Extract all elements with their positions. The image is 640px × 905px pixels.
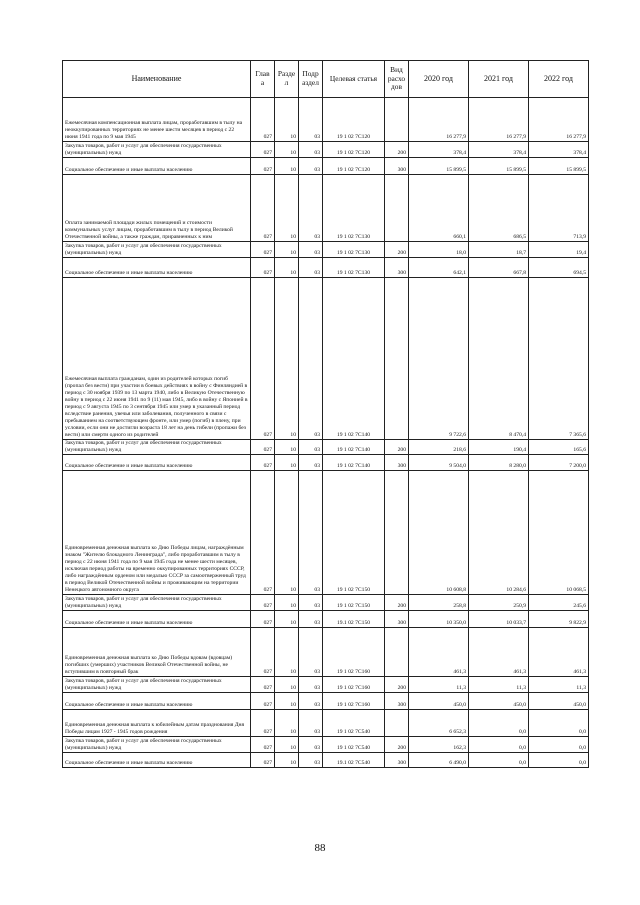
- table-body: [63, 98, 589, 768]
- row-value-2022: 9 822,9: [529, 611, 589, 628]
- row-value-2020: 660,1: [409, 175, 469, 242]
- row-name: Закупка товаров, работ и услуг для обеспечения государственных (муниципальных) нужд: [63, 440, 251, 455]
- table-row: [63, 693, 589, 710]
- header-glava: Глав а: [251, 61, 275, 98]
- row-podrazdel: 03: [299, 737, 323, 753]
- row-name: Социальное обеспечение и иные выплаты населению: [63, 611, 251, 628]
- row-podrazdel: 03: [299, 278, 323, 440]
- row-razdel: 10: [275, 693, 299, 710]
- row-target-article: 19 1 02 7С160: [323, 677, 385, 693]
- header-year-2022: 2022 год: [529, 61, 589, 98]
- row-podrazdel: 03: [299, 471, 323, 595]
- row-value-2020: 9 504,0: [409, 455, 469, 471]
- row-expense-type: 200: [385, 142, 409, 158]
- row-podrazdel: 03: [299, 440, 323, 455]
- row-value-2020: 461,3: [409, 628, 469, 677]
- row-value-2021: 450,0: [469, 693, 529, 710]
- row-value-2020: 16 277,9: [409, 98, 469, 142]
- row-expense-type: 200: [385, 595, 409, 611]
- row-value-2020: 15 899,5: [409, 158, 469, 175]
- row-value-2020: 6 652,3: [409, 710, 469, 737]
- row-expense-type: [385, 471, 409, 595]
- row-target-article: 19.1 02 7С150: [323, 611, 385, 628]
- row-glava: 027: [251, 677, 275, 693]
- row-value-2021: 16 277,9: [469, 98, 529, 142]
- row-value-2022: 378,4: [529, 142, 589, 158]
- row-razdel: 10: [275, 455, 299, 471]
- table-row: [63, 710, 589, 737]
- row-name: Социальное обеспечение и иные выплаты населению: [63, 258, 251, 278]
- row-value-2021: 11,3: [469, 677, 529, 693]
- row-razdel: 10: [275, 611, 299, 628]
- table-row: [63, 278, 589, 440]
- row-expense-type: 300: [385, 753, 409, 768]
- row-razdel: 10: [275, 677, 299, 693]
- budget-table: [62, 60, 589, 768]
- header-year-2021: 2021 год: [469, 61, 529, 98]
- row-expense-type: [385, 278, 409, 440]
- row-glava: 027: [251, 710, 275, 737]
- row-value-2022: 450,0: [529, 693, 589, 710]
- table-row: [63, 142, 589, 158]
- row-podrazdel: 03: [299, 677, 323, 693]
- table-row: [63, 595, 589, 611]
- table-row: [63, 677, 589, 693]
- row-target-article: 19 1 02 7С140: [323, 278, 385, 440]
- row-value-2021: 10 033,7: [469, 611, 529, 628]
- row-value-2021: 686,5: [469, 175, 529, 242]
- row-razdel: 10: [275, 142, 299, 158]
- row-glava: 027: [251, 278, 275, 440]
- row-expense-type: 300: [385, 693, 409, 710]
- row-value-2021: 378,4: [469, 142, 529, 158]
- table-row: [63, 753, 589, 768]
- row-value-2022: 165,6: [529, 440, 589, 455]
- row-value-2021: 250,9: [469, 595, 529, 611]
- row-target-article: 19 1 02 7С140: [323, 440, 385, 455]
- row-value-2020: 378,4: [409, 142, 469, 158]
- row-value-2022: 7 200,0: [529, 455, 589, 471]
- row-glava: 027: [251, 98, 275, 142]
- row-podrazdel: 03: [299, 158, 323, 175]
- header-razdel: Разде л: [275, 61, 299, 98]
- row-glava: 027: [251, 440, 275, 455]
- header-name: Наименование: [63, 61, 251, 98]
- row-expense-type: [385, 710, 409, 737]
- row-value-2022: 0,0: [529, 710, 589, 737]
- row-value-2020: 11,3: [409, 677, 469, 693]
- table-row: [63, 471, 589, 595]
- table-header: [63, 61, 589, 98]
- row-razdel: 10: [275, 595, 299, 611]
- row-glava: 027: [251, 628, 275, 677]
- row-name: Единовременная денежная выплата к юбилейным датам празднования Дня Победы лицам 1927 - 1945 годов рождения: [63, 710, 251, 737]
- row-target-article: 19 1 02 7С120: [323, 98, 385, 142]
- header-year-2020: 2020 год: [409, 61, 469, 98]
- row-name: Закупка товаров, работ и услуг для обеспечения государственных (муниципальных) нужд: [63, 737, 251, 753]
- row-razdel: 10: [275, 710, 299, 737]
- row-podrazdel: 03: [299, 258, 323, 278]
- row-name: Закупка товаров, работ и услуг для обеспечения государственных (муниципальных) нужд: [63, 142, 251, 158]
- table-row: [63, 175, 589, 242]
- row-expense-type: 200: [385, 737, 409, 753]
- row-value-2020: 9 722,6: [409, 278, 469, 440]
- row-expense-type: 300: [385, 455, 409, 471]
- row-podrazdel: 03: [299, 98, 323, 142]
- row-name: Единовременная денежная выплата ко Дню Победы вдовам (вдовцам) погибших (умерших) участников Великой Отечественной войны, не вступившим в повторный брак: [63, 628, 251, 677]
- row-podrazdel: 03: [299, 142, 323, 158]
- row-razdel: 10: [275, 753, 299, 768]
- row-glava: 027: [251, 455, 275, 471]
- row-razdel: 10: [275, 98, 299, 142]
- row-value-2021: 0,0: [469, 710, 529, 737]
- row-target-article: 19 1 02 7С130: [323, 175, 385, 242]
- row-value-2020: 218,6: [409, 440, 469, 455]
- header-podrazdel: Подр аздел: [299, 61, 323, 98]
- table-row: [63, 158, 589, 175]
- row-name: Ежемесячная выплата гражданам, один из родителей которых погиб (пропал без вести) при участии в боевых действиях в войну с Финляндией в период с 30 ноября 1939 по 13 марта 1940, либо в Великую Отечественную войну в период с 22 июня 1941 по 9 (11) мая 1945, либо в войну с Японией в период с 9 августа 1945 по 3 сентября 1945 или умер в указанный период вследствие ранения, увечья или заболевания, полученного в связи с пребыванием на соответствующем фронте, или умер (погиб) в плену, при условии, если они не достигли возраста 18 лет на день гибели (пропажи без вести) или смерти одного из родителей: [63, 278, 251, 440]
- row-value-2021: 461,3: [469, 628, 529, 677]
- row-value-2020: 10 350,0: [409, 611, 469, 628]
- table-row: [63, 628, 589, 677]
- row-razdel: 10: [275, 737, 299, 753]
- row-glava: 027: [251, 737, 275, 753]
- table-row: [63, 242, 589, 258]
- row-podrazdel: 03: [299, 628, 323, 677]
- row-glava: 027: [251, 175, 275, 242]
- row-value-2021: 8 280,0: [469, 455, 529, 471]
- row-value-2022: 245,6: [529, 595, 589, 611]
- row-razdel: 10: [275, 278, 299, 440]
- row-expense-type: 300: [385, 158, 409, 175]
- row-podrazdel: 03: [299, 455, 323, 471]
- row-name: Закупка товаров, работ и услуг для обеспечения государственных (муниципальных) нужд: [63, 595, 251, 611]
- row-name: Ежемесячная компенсационная выплата лицам, проработавшим в тылу на неоккупированных территориях не менее шести месяцев в период с 22 июня 1941 года по 9 мая 1945: [63, 98, 251, 142]
- row-glava: 027: [251, 142, 275, 158]
- row-target-article: 19 1 02 7С540: [323, 737, 385, 753]
- table-row: [63, 258, 589, 278]
- table-row: [63, 440, 589, 455]
- row-value-2020: 450,0: [409, 693, 469, 710]
- row-value-2022: 7 365,6: [529, 278, 589, 440]
- row-value-2021: 0,0: [469, 753, 529, 768]
- row-value-2021: 18,7: [469, 242, 529, 258]
- header-expense-type: Вид расхо дов: [385, 61, 409, 98]
- row-expense-type: 300: [385, 611, 409, 628]
- row-glava: 027: [251, 753, 275, 768]
- row-value-2022: 461,3: [529, 628, 589, 677]
- row-target-article: 19 1 02 7С130: [323, 258, 385, 278]
- row-name: Оплата занимаемой площади жилых помещений и стоимости коммунальных услуг лицам, проработавшим в тылу в период Великой Отечественной войны, а также граждан, приравненных к ним: [63, 175, 251, 242]
- row-value-2021: 0,0: [469, 737, 529, 753]
- row-glava: 027: [251, 242, 275, 258]
- row-target-article: 19 1 02 7С130: [323, 242, 385, 258]
- row-value-2020: 6 490,0: [409, 753, 469, 768]
- row-razdel: 10: [275, 628, 299, 677]
- row-value-2021: 8 470,4: [469, 278, 529, 440]
- table-row: [63, 98, 589, 142]
- row-value-2020: 642,1: [409, 258, 469, 278]
- row-target-article: 19 1 02 7С120: [323, 142, 385, 158]
- table-row: [63, 455, 589, 471]
- row-razdel: 10: [275, 440, 299, 455]
- row-podrazdel: 03: [299, 595, 323, 611]
- row-name: Закупка товаров, работ и услуг для обеспечения государственных (муниципальных) нужд: [63, 242, 251, 258]
- header-target-article: Целевая статья: [323, 61, 385, 98]
- row-podrazdel: 03: [299, 753, 323, 768]
- row-razdel: 10: [275, 258, 299, 278]
- row-value-2020: 18,0: [409, 242, 469, 258]
- row-value-2022: 16 277,9: [529, 98, 589, 142]
- row-expense-type: [385, 98, 409, 142]
- table-row: [63, 611, 589, 628]
- row-value-2022: 0,0: [529, 753, 589, 768]
- row-target-article: 19 1 02 7С540: [323, 710, 385, 737]
- row-razdel: 10: [275, 242, 299, 258]
- row-value-2021: 10 284,6: [469, 471, 529, 595]
- row-value-2020: 258,8: [409, 595, 469, 611]
- row-expense-type: [385, 175, 409, 242]
- row-value-2022: 11,3: [529, 677, 589, 693]
- row-value-2022: 713,9: [529, 175, 589, 242]
- row-podrazdel: 03: [299, 693, 323, 710]
- row-expense-type: 200: [385, 242, 409, 258]
- row-value-2020: 10 608,8: [409, 471, 469, 595]
- row-podrazdel: 03: [299, 710, 323, 737]
- row-value-2021: 667,8: [469, 258, 529, 278]
- table-row: [63, 737, 589, 753]
- row-value-2022: 19,4: [529, 242, 589, 258]
- row-name: Социальное обеспечение и иные выплаты населению: [63, 455, 251, 471]
- row-name: Социальное обеспечение и иные выплаты населению: [63, 158, 251, 175]
- row-value-2021: 15 899,5: [469, 158, 529, 175]
- row-value-2020: 162,3: [409, 737, 469, 753]
- row-target-article: 19 1 02 7С160: [323, 693, 385, 710]
- row-target-article: 19 1 02 7С150: [323, 471, 385, 595]
- row-target-article: 19 1 02 7С150: [323, 595, 385, 611]
- row-value-2022: 15 899,5: [529, 158, 589, 175]
- row-razdel: 10: [275, 175, 299, 242]
- row-value-2021: 190,4: [469, 440, 529, 455]
- row-expense-type: 200: [385, 677, 409, 693]
- row-target-article: 19 1 02 7С160: [323, 628, 385, 677]
- row-podrazdel: 03: [299, 242, 323, 258]
- row-target-article: 19.1 02 7С540: [323, 753, 385, 768]
- row-podrazdel: 03: [299, 175, 323, 242]
- row-name: Закупка товаров, работ и услуг для обеспечения государственных (муниципальных) нужд: [63, 677, 251, 693]
- row-name: Социальное обеспечение и иные выплаты населению: [63, 753, 251, 768]
- row-razdel: 10: [275, 471, 299, 595]
- row-name: Социальное обеспечение и иные выплаты населению: [63, 693, 251, 710]
- row-name: Единовременная денежная выплата ко Дню Победы лицам, награждённым знаком "Жителю блокадного Ленинграда", либо проработавшим в тылу в период с 22 июня 1941 года по 9 мая 1945 года не менее шести месяцев, исключая период работы на временно оккупированных территориях СССР, либо награждённым орденом или медалью СССР за самоотверженный труд в период Великой Отечественной войны и проживающим на территории Ненецкого автономного округа: [63, 471, 251, 595]
- row-value-2022: 10 068,5: [529, 471, 589, 595]
- row-target-article: 19 1 02 7С120: [323, 158, 385, 175]
- row-target-article: 19 1 02 7С140: [323, 455, 385, 471]
- row-glava: 027: [251, 471, 275, 595]
- page-number: 88: [314, 842, 326, 854]
- row-glava: 027: [251, 611, 275, 628]
- row-value-2022: 0,0: [529, 737, 589, 753]
- row-glava: 027: [251, 258, 275, 278]
- row-razdel: 10: [275, 158, 299, 175]
- row-expense-type: 200: [385, 440, 409, 455]
- row-podrazdel: 03: [299, 611, 323, 628]
- row-expense-type: [385, 628, 409, 677]
- row-expense-type: 300: [385, 258, 409, 278]
- budget-sheet: [62, 60, 588, 768]
- row-value-2022: 694,5: [529, 258, 589, 278]
- row-glava: 027: [251, 595, 275, 611]
- row-glava: 027: [251, 158, 275, 175]
- row-glava: 027: [251, 693, 275, 710]
